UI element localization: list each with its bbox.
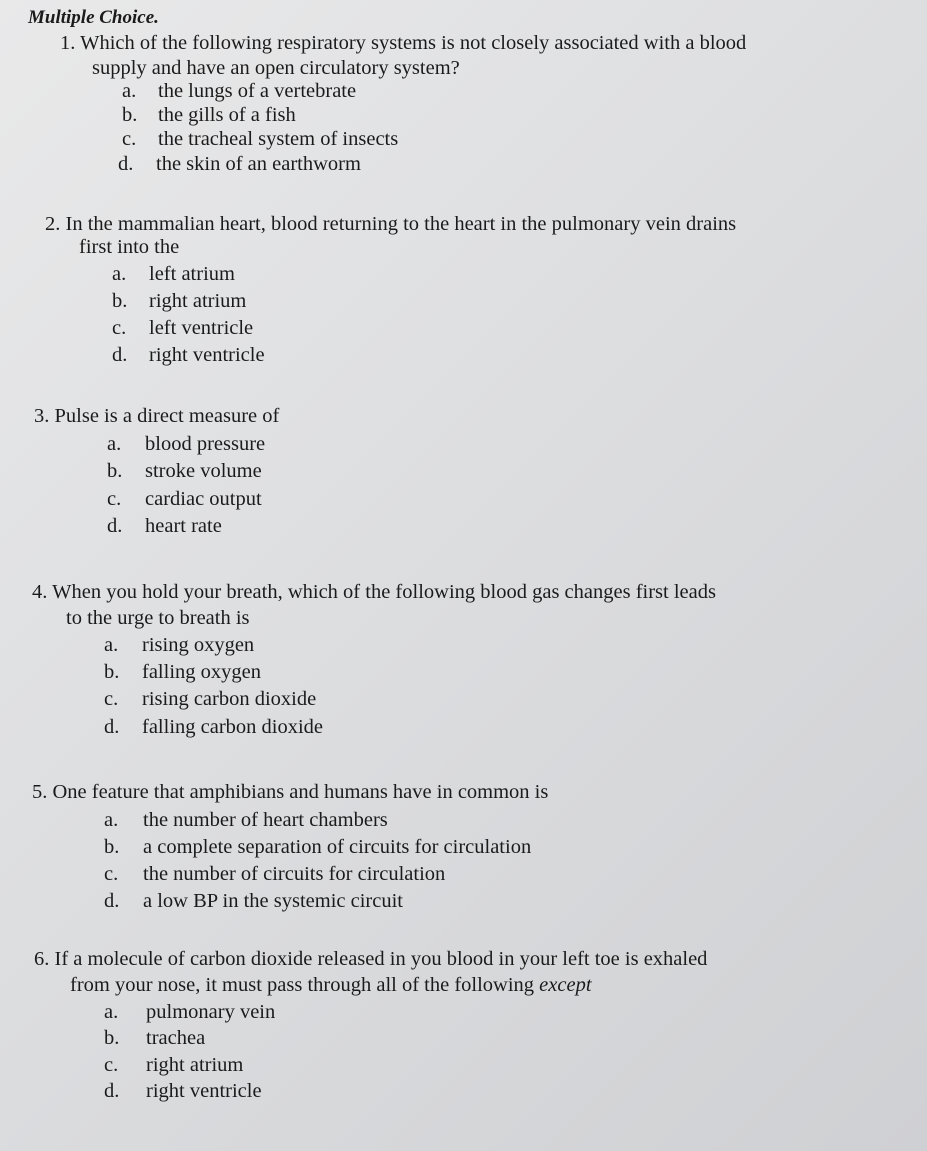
question-3-option-c[interactable]: c. cardiac output bbox=[107, 488, 262, 510]
question-4-option-d[interactable]: d. falling carbon dioxide bbox=[104, 716, 324, 738]
question-3-option-a[interactable]: a. blood pressure bbox=[107, 433, 266, 455]
question-1-option-a[interactable]: a. the lungs of a vertebrate bbox=[122, 80, 357, 102]
page-title: Multiple Choice. bbox=[28, 7, 159, 28]
question-3-stem-line-1: 3. Pulse is a direct measure of bbox=[34, 405, 280, 427]
question-4-option-b[interactable]: b. falling oxygen bbox=[104, 661, 261, 683]
emphasis-word: except bbox=[539, 974, 592, 996]
question-1-option-c[interactable]: c. the tracheal system of insects bbox=[122, 128, 399, 150]
question-4-option-c[interactable]: c. rising carbon dioxide bbox=[104, 688, 317, 710]
question-3-option-d[interactable]: d. heart rate bbox=[107, 515, 222, 537]
question-2-option-a[interactable]: a. left atrium bbox=[112, 263, 235, 285]
question-number: 1. bbox=[60, 32, 76, 54]
question-5-option-c[interactable]: c. the number of circuits for circulation bbox=[104, 863, 446, 885]
question-6-option-a[interactable]: a. pulmonary vein bbox=[104, 1001, 276, 1023]
question-6-stem-line-2: from your nose, it must pass through all of the following except bbox=[70, 974, 592, 996]
question-2-option-c[interactable]: c. left ventricle bbox=[112, 317, 254, 339]
question-6-stem-line-1: 6. If a molecule of carbon dioxide released in you blood in your left toe is exhaled bbox=[34, 948, 708, 970]
question-2-option-d[interactable]: d. right ventricle bbox=[112, 344, 265, 366]
question-number: 4. bbox=[32, 581, 48, 603]
question-2-option-b[interactable]: b. right atrium bbox=[112, 290, 247, 312]
question-4-stem-line-2: to the urge to breath is bbox=[66, 607, 250, 629]
question-number: 6. bbox=[34, 948, 50, 970]
question-5-option-d[interactable]: d. a low BP in the systemic circuit bbox=[104, 890, 404, 912]
question-number: 5. bbox=[32, 781, 48, 803]
question-5-option-a[interactable]: a. the number of heart chambers bbox=[104, 809, 388, 831]
question-1-option-d[interactable]: d. the skin of an earthworm bbox=[118, 153, 361, 175]
question-3-option-b[interactable]: b. stroke volume bbox=[107, 460, 262, 482]
question-6-option-b[interactable]: b. trachea bbox=[104, 1027, 206, 1049]
question-2-stem-line-1: 2. In the mammalian heart, blood returning to the heart in the pulmonary vein drains bbox=[45, 213, 737, 235]
question-5-option-b[interactable]: b. a complete separation of circuits for circulation bbox=[104, 836, 532, 858]
question-4-option-a[interactable]: a. rising oxygen bbox=[104, 634, 255, 656]
question-1-stem-line-1: 1. Which of the following respiratory systems is not closely associated with a blood bbox=[60, 32, 747, 54]
question-5-stem-line-1: 5. One feature that amphibians and humans have in common is bbox=[32, 781, 549, 803]
question-6-option-d[interactable]: d. right ventricle bbox=[104, 1080, 262, 1102]
question-2-stem-line-2: first into the bbox=[79, 236, 180, 258]
question-1-option-b[interactable]: b. the gills of a fish bbox=[122, 104, 296, 126]
question-number: 3. bbox=[34, 405, 50, 427]
question-4-stem-line-1: 4. When you hold your breath, which of the following blood gas changes first leads bbox=[32, 581, 716, 603]
question-6-option-c[interactable]: c. right atrium bbox=[104, 1054, 244, 1076]
question-number: 2. bbox=[45, 213, 61, 235]
question-1-stem-line-2: supply and have an open circulatory system? bbox=[92, 57, 460, 79]
